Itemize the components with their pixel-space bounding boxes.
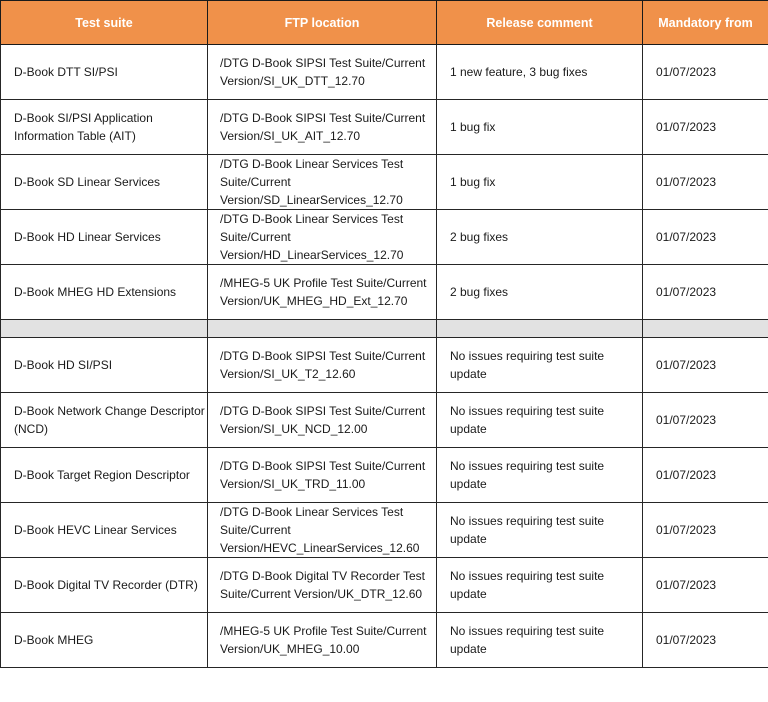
table-row (1, 338, 768, 393)
cell-ftp-location: /DTG D-Book SIPSI Test Suite/Current Version/SI_UK_NCD_12.00 (208, 393, 437, 448)
cell-ftp-location: /MHEG-5 UK Profile Test Suite/Current Version/UK_MHEG_HD_Ext_12.70 (208, 265, 437, 320)
cell-release-comment: No issues requiring test suite update (437, 558, 643, 613)
cell-release-comment: No issues requiring test suite update (437, 503, 643, 558)
table-row (1, 45, 768, 100)
cell-mandatory-from: 01/07/2023 (643, 448, 768, 503)
cell-test-suite: D-Book HEVC Linear Services (1, 503, 208, 558)
cell-ftp-location: /DTG D-Book SIPSI Test Suite/Current Version/SI_UK_TRD_11.00 (208, 448, 437, 503)
header-row (1, 1, 768, 45)
table-header (1, 1, 768, 45)
cell-test-suite: D-Book MHEG (1, 613, 208, 668)
table-row (1, 448, 768, 503)
cell-release-comment: 2 bug fixes (437, 265, 643, 320)
cell-ftp-location: /DTG D-Book Linear Services Test Suite/Current Version/SD_LinearServices_12.70 (208, 155, 437, 210)
cell-test-suite: D-Book MHEG HD Extensions (1, 265, 208, 320)
cell-mandatory-from: 01/07/2023 (643, 100, 768, 155)
cell-release-comment: 2 bug fixes (437, 210, 643, 265)
cell-release-comment: No issues requiring test suite update (437, 613, 643, 668)
cell-mandatory-from: 01/07/2023 (643, 613, 768, 668)
cell-ftp-location: /DTG D-Book SIPSI Test Suite/Current Version/SI_UK_AIT_12.70 (208, 100, 437, 155)
header-test-suite: Test suite (1, 1, 208, 45)
cell-release-comment: 1 new feature, 3 bug fixes (437, 45, 643, 100)
separator-cell (1, 320, 208, 338)
cell-test-suite: D-Book Network Change Descriptor (NCD) (1, 393, 208, 448)
cell-ftp-location: /DTG D-Book SIPSI Test Suite/Current Version/SI_UK_T2_12.60 (208, 338, 437, 393)
cell-mandatory-from: 01/07/2023 (643, 338, 768, 393)
cell-mandatory-from: 01/07/2023 (643, 393, 768, 448)
table-row (1, 558, 768, 613)
header-mandatory-from: Mandatory from (643, 1, 768, 45)
cell-test-suite: D-Book SI/PSI Application Information Table (AIT) (1, 100, 208, 155)
cell-mandatory-from: 01/07/2023 (643, 155, 768, 210)
cell-test-suite: D-Book Target Region Descriptor (1, 448, 208, 503)
separator-cell (208, 320, 437, 338)
cell-release-comment: 1 bug fix (437, 155, 643, 210)
table-row (1, 155, 768, 210)
cell-test-suite: D-Book DTT SI/PSI (1, 45, 208, 100)
cell-release-comment: 1 bug fix (437, 100, 643, 155)
cell-ftp-location: /DTG D-Book Digital TV Recorder Test Suite/Current Version/UK_DTR_12.60 (208, 558, 437, 613)
cell-ftp-location: /DTG D-Book Linear Services Test Suite/Current Version/HD_LinearServices_12.70 (208, 210, 437, 265)
cell-mandatory-from: 01/07/2023 (643, 558, 768, 613)
cell-ftp-location: /DTG D-Book Linear Services Test Suite/Current Version/HEVC_LinearServices_12.60 (208, 503, 437, 558)
table-row (1, 100, 768, 155)
cell-test-suite: D-Book SD Linear Services (1, 155, 208, 210)
table-body (1, 45, 768, 668)
separator-row (1, 320, 768, 338)
cell-release-comment: No issues requiring test suite update (437, 448, 643, 503)
separator-cell (643, 320, 768, 338)
cell-mandatory-from: 01/07/2023 (643, 265, 768, 320)
cell-mandatory-from: 01/07/2023 (643, 45, 768, 100)
table-row (1, 393, 768, 448)
header-ftp-location: FTP location (208, 1, 437, 45)
cell-release-comment: No issues requiring test suite update (437, 393, 643, 448)
cell-ftp-location: /DTG D-Book SIPSI Test Suite/Current Version/SI_UK_DTT_12.70 (208, 45, 437, 100)
table-row (1, 503, 768, 558)
cell-mandatory-from: 01/07/2023 (643, 503, 768, 558)
cell-ftp-location: /MHEG-5 UK Profile Test Suite/Current Version/UK_MHEG_10.00 (208, 613, 437, 668)
cell-test-suite: D-Book HD SI/PSI (1, 338, 208, 393)
header-release-comment: Release comment (437, 1, 643, 45)
table-row (1, 210, 768, 265)
separator-cell (437, 320, 643, 338)
table-row (1, 613, 768, 668)
cell-mandatory-from: 01/07/2023 (643, 210, 768, 265)
cell-release-comment: No issues requiring test suite update (437, 338, 643, 393)
cell-test-suite: D-Book Digital TV Recorder (DTR) (1, 558, 208, 613)
cell-test-suite: D-Book HD Linear Services (1, 210, 208, 265)
table-row (1, 265, 768, 320)
